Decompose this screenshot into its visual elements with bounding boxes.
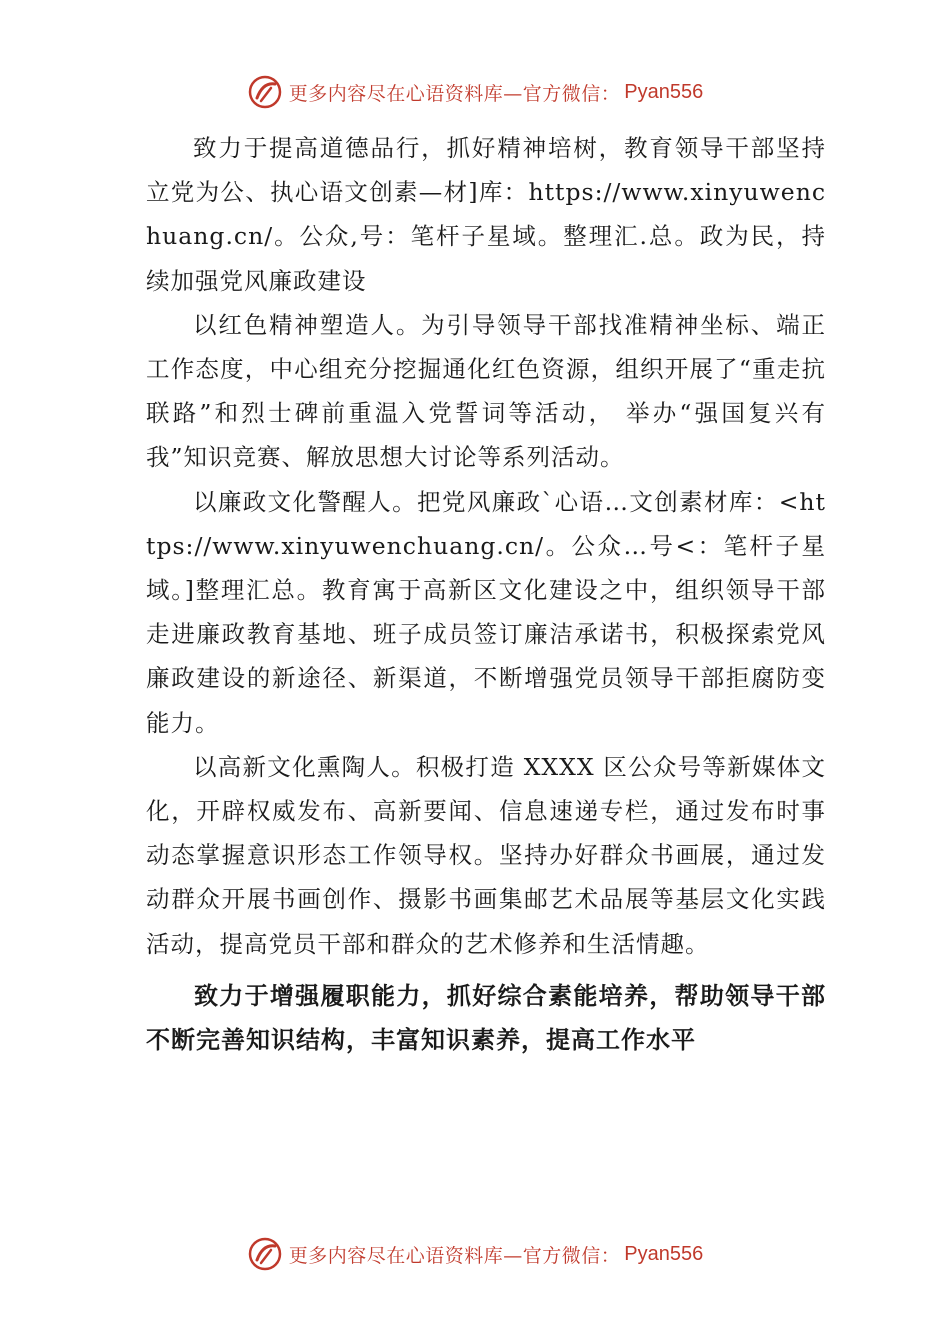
footer-banner: [0, 1232, 950, 1276]
wechat-id: Pyan556: [624, 1242, 704, 1265]
paragraph: 以高新文化熏陶人。积极打造 XXXX 区公众号等新媒体文化，开辟权威发布、高新要闻、信息速递专栏，通过发布时事动态掌握意识形态工作领导权。坚持办好群众书画展，通过发动群众开展书画创作、摄影书画集邮艺术品展等基层文化实践活动，提高党员干部和群众的艺术修养和生活情趣。: [146, 752, 826, 958]
section-heading: 致力于增强履职能力，抓好综合素能培养，帮助领导干部不断完善知识结构，丰富知识素养，提高工作水平: [146, 981, 826, 1054]
header-banner: [0, 70, 950, 114]
wechat-id: Pyan556: [624, 80, 704, 103]
banner-text: 更多内容尽在心语资料库—官方微信：: [288, 82, 621, 105]
brand-logo-icon: [247, 1236, 283, 1272]
paragraph: 以红色精神塑造人。为引导领导干部找准精神坐标、端正工作态度，中心组充分挖掘通化红色资源，组织开展了“重走抗联路”和烈士碑前重温入党誓词等活动， 举办“强国复兴有我”知识竞赛、解放思想大讨论等系列活动。: [146, 310, 826, 472]
brand-logo-icon: [247, 74, 283, 110]
paragraph: 致力于提高道德品行，抓好精神培树，教育领导干部坚持立党为公、执心语文创素—材]库：https://www.xinyuwenchuang.cn/。公众,号：笔杆子星域。整理汇.总。政为民，持续加强党风廉政建设: [146, 134, 826, 295]
banner-text: 更多内容尽在心语资料库—官方微信：: [288, 1244, 621, 1267]
document-body: [146, 126, 826, 1062]
paragraph: 以廉政文化警醒人。把党风廉政`心语…文创素材库：<https://www.xinyuwenchuang.cn/。公众…号<：笔杆子星域。]整理汇总。教育寓于高新区文化建设之中，组织领导干部走进廉政教育基地、班子成员签订廉洁承诺书，积极探索党风廉政建设的新途径、新渠道，不断增强党员领导干部拒腐防变能力。: [146, 487, 826, 737]
